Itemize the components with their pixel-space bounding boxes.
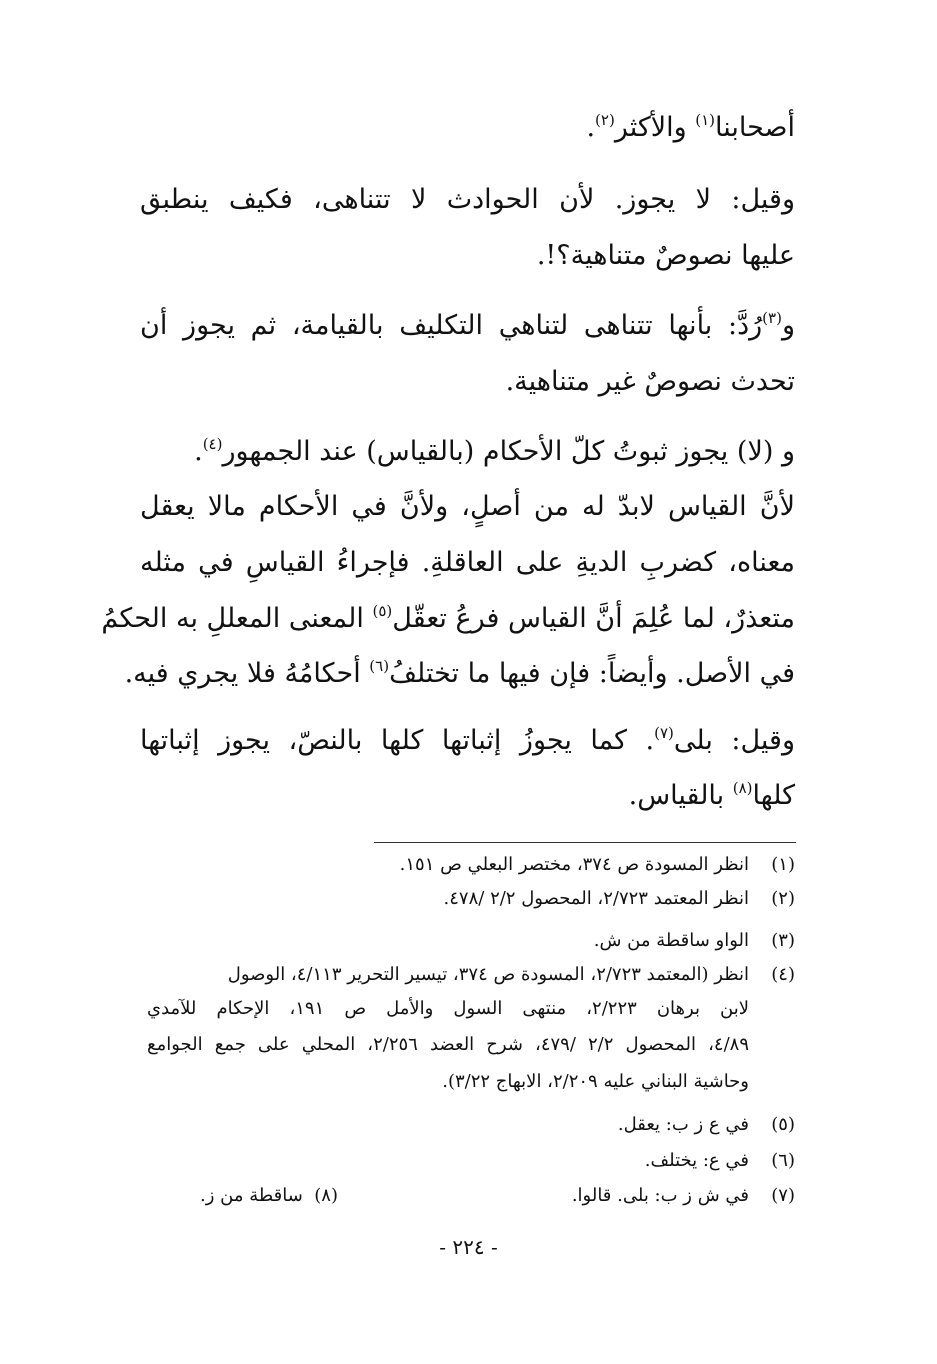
- body-line-6: [194, 432, 795, 472]
- footnote-ref[interactable]: (٢): [595, 111, 615, 129]
- footnote-text: في ع: يختلف.: [644, 1150, 749, 1171]
- text: وقيل: بلى: [673, 725, 795, 756]
- body-line-7: لأنَّ القياس لابدّ له من أصلٍ، ولأنَّ في الأحكام مالا يعقل: [140, 491, 795, 522]
- footnote-text: انظر المسودة ص ٣٧٤، مختصر البعلي ص ١٥١.: [399, 854, 749, 875]
- footnote-ref[interactable]: (٦): [369, 657, 390, 675]
- footnote-number: (٣): [771, 930, 795, 951]
- text: رُدَّ: بأنها تتناهى لتناهي التكليف بالقيامة، ثم يجوز أن: [140, 310, 763, 341]
- text: و (لا) يجوز ثبوتُ كلّ الأحكام (بالقياس) عند الجمهور: [222, 436, 795, 467]
- body-line-10: [125, 654, 795, 694]
- body-line-5: تحدث نصوصٌ غير متناهية.: [505, 366, 795, 397]
- footnote-6: [645, 1147, 795, 1175]
- text: أصحابنا: [715, 112, 795, 143]
- footnote-3: [594, 927, 795, 955]
- footnote-number: (٦): [771, 1150, 795, 1171]
- text: المعنى المعللِ به الحكمُ: [101, 603, 373, 634]
- text: و: [781, 310, 795, 341]
- footnote-text: انظر (المعتمد ٢/٧٢٣، المسودة ص ٣٧٤، تيسير التحرير ٤/١١٣، الوصول: [227, 964, 749, 985]
- footnote-text: في ع ز ب: يعقل.: [617, 1114, 749, 1135]
- text: أحكامُهُ فلا يجري فيه.: [124, 658, 370, 689]
- text: في الأصل. وأيضاً: فإن فيها ما تختلفُ: [389, 658, 795, 689]
- body-line-8: معناه، كضربِ الديةِ على العاقلةِ. فإجراءُ القياسِ في مثله: [140, 547, 795, 578]
- footnote-5: [618, 1111, 795, 1139]
- text: متعذرٌ، لما عُلِمَ أنَّ القياس فرعُ تعقّل: [392, 603, 795, 634]
- body-line-2: وقيل: لا يجوز. لأن الحوادث لا تتناهى، فكيف ينطبق: [140, 184, 795, 215]
- footnote-ref[interactable]: (٥): [372, 602, 393, 620]
- body-line-12: [629, 776, 795, 816]
- footnote-4-cont-3: وحاشية البناني عليه ٢/٢٠٩، الابهاج ٣/٢٢).: [442, 1071, 749, 1092]
- footnote-ref[interactable]: (٣): [762, 309, 782, 327]
- footnote-number: (٥): [771, 1114, 795, 1135]
- footnote-7: [572, 1182, 795, 1210]
- footnote-number: (٧): [771, 1185, 795, 1206]
- footnote-separator: [374, 842, 796, 843]
- text: .: [194, 436, 203, 467]
- footnote-4-cont-1: لابن برهان ٢/٢٢٣، منتهى السول والأمل ص ١٩١، الإحكام للآمدي: [147, 998, 750, 1019]
- text: .: [586, 112, 596, 143]
- body-line-11: [140, 721, 795, 761]
- footnote-number: (١): [771, 854, 795, 875]
- text: بالقياس.: [628, 780, 733, 811]
- footnote-1: [400, 851, 795, 879]
- footnote-8: [200, 1182, 338, 1210]
- text: . كما يجوزُ إثباتها كلها بالنصّ، يجوز إثباتها: [140, 725, 655, 756]
- footnote-number: (٢): [771, 888, 795, 909]
- footnote-number: (٨): [314, 1185, 338, 1206]
- body-line-1: [586, 108, 795, 148]
- footnote-ref[interactable]: (٨): [732, 779, 753, 797]
- body-line-3: عليها نصوصٌ متناهية؟!.: [536, 240, 795, 271]
- footnote-text: انظر المعتمد ٢/٧٢٣، المحصول ٢/٢ /٤٧٨.: [443, 888, 749, 909]
- text: والأكثر: [614, 112, 696, 143]
- footnote-4: [228, 961, 795, 989]
- footnote-ref[interactable]: (٤): [202, 435, 223, 453]
- body-line-9: [101, 599, 795, 639]
- body-line-4: [140, 306, 795, 346]
- text: كلها: [752, 780, 795, 811]
- footnote-text: ساقطة من ز.: [200, 1185, 303, 1206]
- footnote-2: [444, 885, 795, 913]
- footnote-number: (٤): [771, 964, 795, 985]
- footnote-ref[interactable]: (١): [695, 111, 716, 129]
- footnote-4-cont-2: ٤/٨٩، المحصول ٢/٢ /٤٧٩، شرح العضد ٢/٢٥٦، المحلي على جمع الجوامع: [147, 1034, 749, 1055]
- footnote-text: في ش ز ب: بلى. قالوا.: [571, 1185, 749, 1206]
- page-number: - ٢٢٤ -: [439, 1235, 498, 1259]
- footnote-text: الواو ساقطة من ش.: [593, 930, 749, 951]
- footnote-ref[interactable]: (٧): [654, 724, 674, 742]
